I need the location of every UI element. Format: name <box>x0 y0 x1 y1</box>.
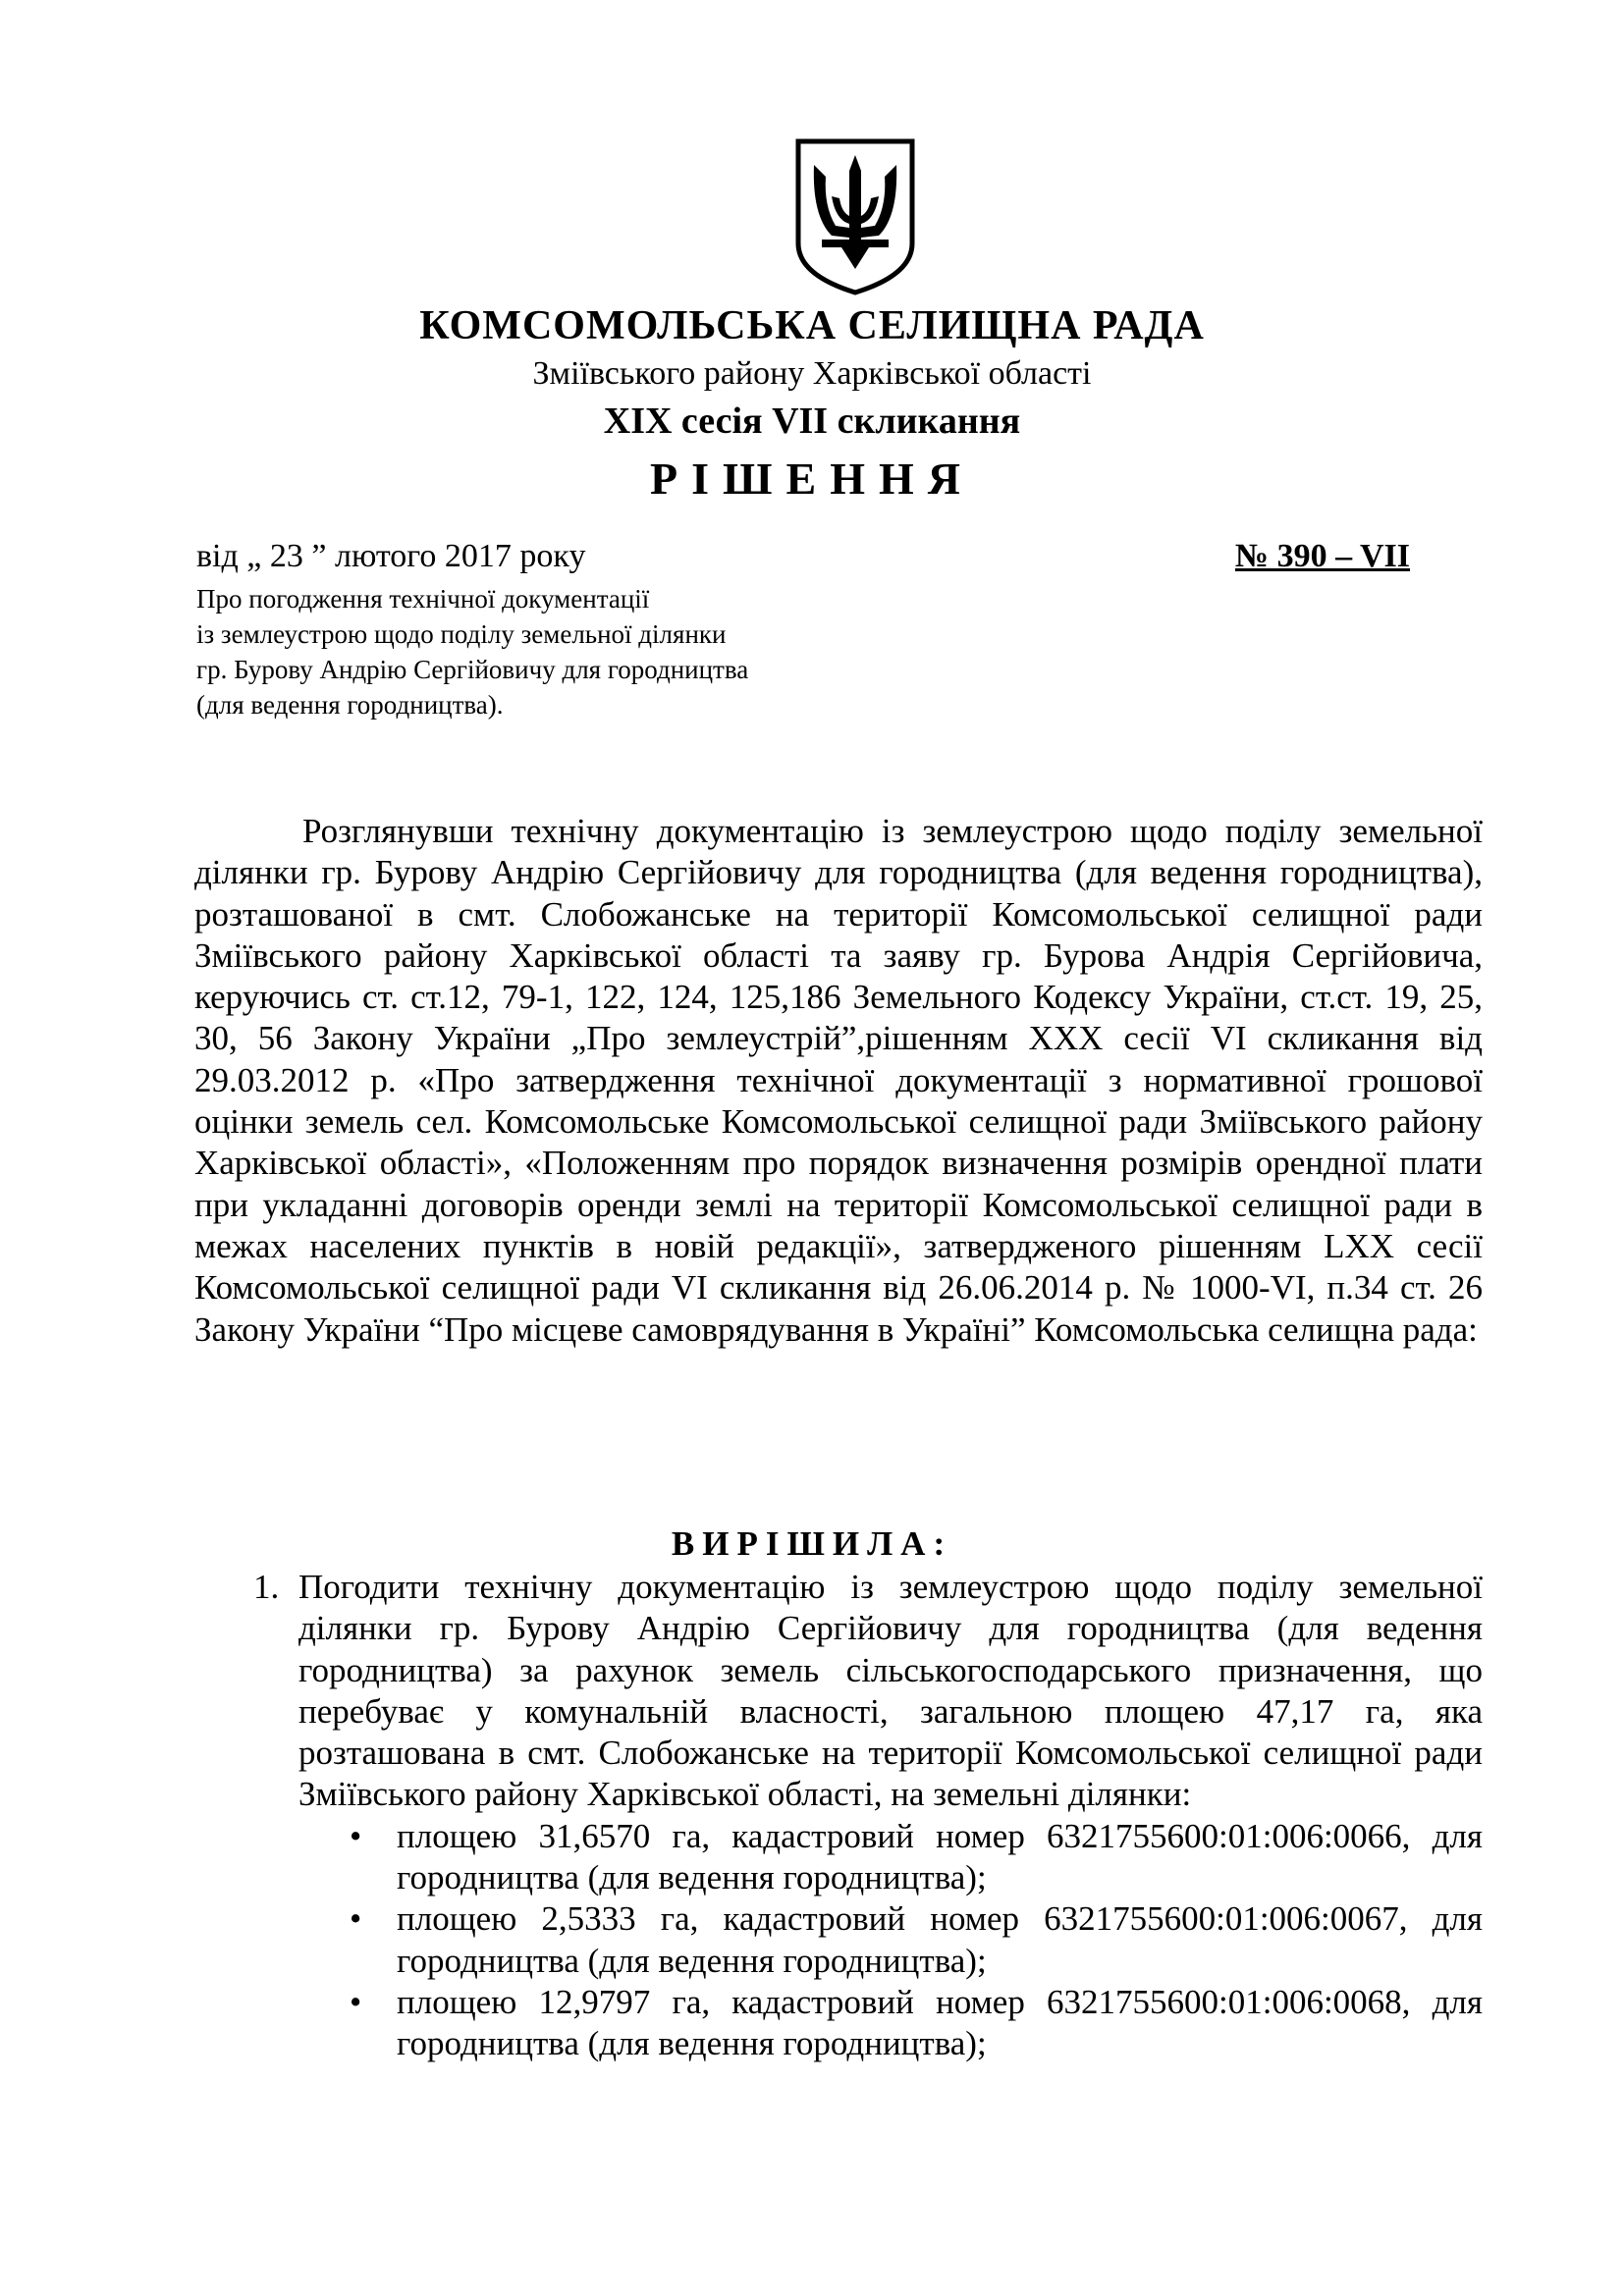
item-number: 1. <box>253 1568 280 1606</box>
resolved-heading: ВИРІШИЛА: <box>671 1524 953 1563</box>
decision-title: РІШЕННЯ <box>650 454 974 504</box>
plot-text: площею 31,6570 га, кадастровий номер 6321755600:01:006:0066, для городництва (для ведення городництва); <box>397 1816 1483 1897</box>
session-line: XIX сесія VII скликання <box>603 400 1021 442</box>
bullet-icon: • <box>350 1816 362 1855</box>
subject-line: гр. Бурову Андрію Сергійовичу для городництва <box>196 655 749 684</box>
decision-number: № 390 – VII <box>1234 538 1410 574</box>
plot-text: площею 2,5333 га, кадастровий номер 6321755600:01:006:0067, для городництва (для ведення городництва); <box>397 1899 1483 1980</box>
subject-line: Про погодження технічної документації <box>196 584 650 614</box>
decision-item <box>236 1567 1483 2065</box>
council-name: КОМСОМОЛЬСЬКА СЕЛИЩНА РАДА <box>419 303 1205 348</box>
plot-list-item <box>298 1816 1483 1899</box>
subject-line: (для ведення городництва). <box>196 690 504 720</box>
bullet-icon: • <box>350 1982 362 2021</box>
trident-emblem-icon <box>792 137 918 296</box>
decision-date: від „ 23 ” лютого 2017 року <box>196 538 586 574</box>
decision-subject <box>196 581 748 722</box>
subject-line: із землеустрою щодо поділу земельної ділянки <box>196 619 727 649</box>
plot-list <box>298 1816 1483 2065</box>
plot-list-item <box>298 1898 1483 1982</box>
bullet-icon: • <box>350 1899 362 1939</box>
plot-text: площею 12,9797 га, кадастровий номер 6321755600:01:006:0068, для городництва (для ведення городництва); <box>397 1982 1483 2063</box>
item-text: Погодити технічну документацію із землеустрою щодо поділу земельної ділянки гр. Бурову Андрію Сергійовичу для городництва (для ведення городництва) за рахунок земель сільськогосподарського призначення, що перебуває у комунальній власності, загальною площею 47,17 га, яка розташована в смт. Слобожанське на території Комсомольської селищної ради Зміївського району Харківської області, на земельні ділянки: <box>298 1568 1483 1814</box>
preamble-paragraph: Розглянувши технічну документацію із землеустрою щодо поділу земельної ділянки гр. Бурову Андрію Сергійовичу для городництва (для ведення городництва), розташованої в смт. Слобожанське на території Комсомольської селищної ради Зміївського району Харківської області та заяву гр. Бурова Андрія Сергійовича, керуючись ст. ст.12, 79-1, 122, 124, 125,186 Земельного Кодексу України, ст.ст. 19, 25, 30, 56 Закону України „Про землеустрій”,рішенням XXX сесії VI скликання від 29.03.2012 р. «Про затвердження технічної документації з нормативної грошової оцінки земель сел. Комсомольське Комсомольської селищної ради Зміївського району Харківської області», «Положенням про порядок визначення розмірів орендної плати при укладанні договорів оренди землі на території Комсомольської селищної ради в межах населених пунктів в новій редакції», затвердженого рішенням LXX сесії Комсомольської селищної ради VI скликання від 26.06.2014 р. № 1000-VI, п.34 ст. 26 Закону України “Про місцеве самоврядування в Україні” Комсомольська селищна рада: <box>194 812 1483 1349</box>
plot-list-item <box>298 1982 1483 2065</box>
district-line: Зміївського району Харківської області <box>532 355 1092 392</box>
decision-items <box>236 1567 1483 2065</box>
